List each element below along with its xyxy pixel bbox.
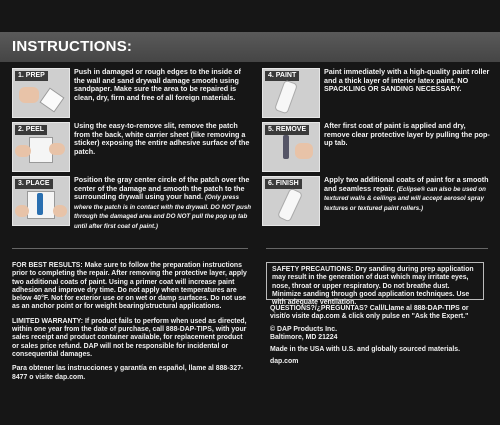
step-text-main: Apply two additional coats of paint for a smooth and seamless repair. [324, 175, 489, 193]
page-title: INSTRUCTIONS: [12, 38, 133, 55]
step-peel-image [12, 122, 70, 172]
safety-text: SAFETY PRECAUTIONS: Dry sanding during prep application may result in the generation of dust which may irritate eyes, nose, throat or upper respiratory. Do not breathe dust. Minimize sanding through good application techniques. Use with adequate ventilation. [272, 266, 474, 307]
tab-icon [37, 193, 43, 215]
step-paint-image [262, 68, 320, 118]
step-place [12, 176, 252, 234]
hand-icon [49, 143, 65, 155]
divider [12, 248, 248, 249]
hand-icon [53, 205, 67, 217]
step-peel [12, 122, 252, 172]
safety-box [266, 262, 484, 307]
step-text [74, 176, 254, 232]
step-finish-image [262, 176, 320, 226]
step-finish [262, 176, 492, 234]
divider [266, 248, 488, 249]
roller-icon [277, 188, 303, 223]
step-text: Paint immediately with a high-quality paint roller and a thick layer of interior latex paint. NO SPACKLING OR SANDING NECESSARY. [324, 67, 490, 94]
step-label: 4. PAINT [265, 71, 299, 81]
hand-icon [295, 143, 313, 159]
step-text: Using the easy-to-remove slit, remove the patch from the back, white carrier sheet (like removing a sticker) exposing the entire adhesive surface of the patch. [74, 121, 250, 156]
instructions-banner [0, 32, 500, 62]
step-label: 6. FINISH [265, 179, 302, 189]
step-place-image [12, 176, 70, 226]
best-results-section [12, 262, 247, 388]
step-label: 1. PREP [15, 71, 48, 81]
step-label: 5. REMOVE [265, 125, 309, 135]
warranty-text: LIMITED WARRANTY: If product fails to perform when used as directed, within one year from the date of purchase, call 888-DAP-TIPS, with your sales receipt and product container available, for replacement product or sales price refund. DAP will not be responsible for incidental or consequential damages. [12, 317, 247, 358]
hand-icon [15, 205, 29, 217]
step-remove [262, 122, 492, 172]
company-city: Baltimore, MD 21224 [270, 333, 338, 341]
step-prep-image [12, 68, 70, 118]
step-text [324, 176, 492, 213]
company-text [270, 326, 490, 343]
roller-icon [274, 80, 298, 115]
sandpaper-icon [39, 87, 64, 112]
step-text: Push in damaged or rough edges to the inside of the wall and sand drywall damage smooth using sandpaper. Make sure the area to be repaired is clean, dry, firm and free of all foreign materials. [74, 67, 241, 102]
best-results-text: FOR BEST RESULTS: Make sure to follow the preparation instructions prior to completing the repair. After removing the protective layer, apply two additional coats of paint. Using a primer coat will increase paint adhesion and improve dry time. Do not apply when temperatures are below 40°F. Not for exterior use or on wet or damp surfaces. Do not use as an anchor point or for weight bearing/structural applications. [12, 262, 247, 311]
website-text: dap.com [270, 358, 299, 366]
step-label: 3. PLACE [15, 179, 53, 189]
step-prep [12, 68, 252, 118]
step-text-main: Position the gray center circle of the patch over the center of the damage and smooth the patch to the surrounding drywall using your hand. [74, 175, 250, 202]
hand-icon [19, 87, 39, 103]
made-in-text: Made in the USA with U.S. and globally sourced materials. [270, 346, 461, 354]
step-paint [262, 68, 492, 118]
step-note: (Eclipse® can also be used on textured walls & ceilings and will accept aerosol spray textures or textured paint rollers.) [324, 185, 486, 212]
step-label: 2. PEEL [15, 125, 47, 135]
step-note: (Only press where the patch is in contact with the drywall. DO NOT push through the damaged area and DO NOT pull the pop up tab until after first coat of paint.) [74, 194, 252, 230]
tab-icon [283, 135, 289, 159]
company-name: © DAP Products Inc. [270, 325, 337, 333]
step-remove-image [262, 122, 320, 172]
contact-section [270, 305, 490, 371]
spanish-text: Para obtener las instrucciones y garantía en español, llame al 888-327-8477 o visite dap.com. [12, 365, 244, 381]
step-text: After first coat of paint is applied and dry, remove clear protective layer by pulling the pop-up tab. [324, 121, 490, 148]
questions-text: QUESTIONS?/¿PREGUNTAS? Call/Llame al 888-DAP-TIPS or visit/o visite dap.com & click only pulse en "Ask the Expert." [270, 305, 469, 321]
hand-icon [15, 145, 31, 157]
